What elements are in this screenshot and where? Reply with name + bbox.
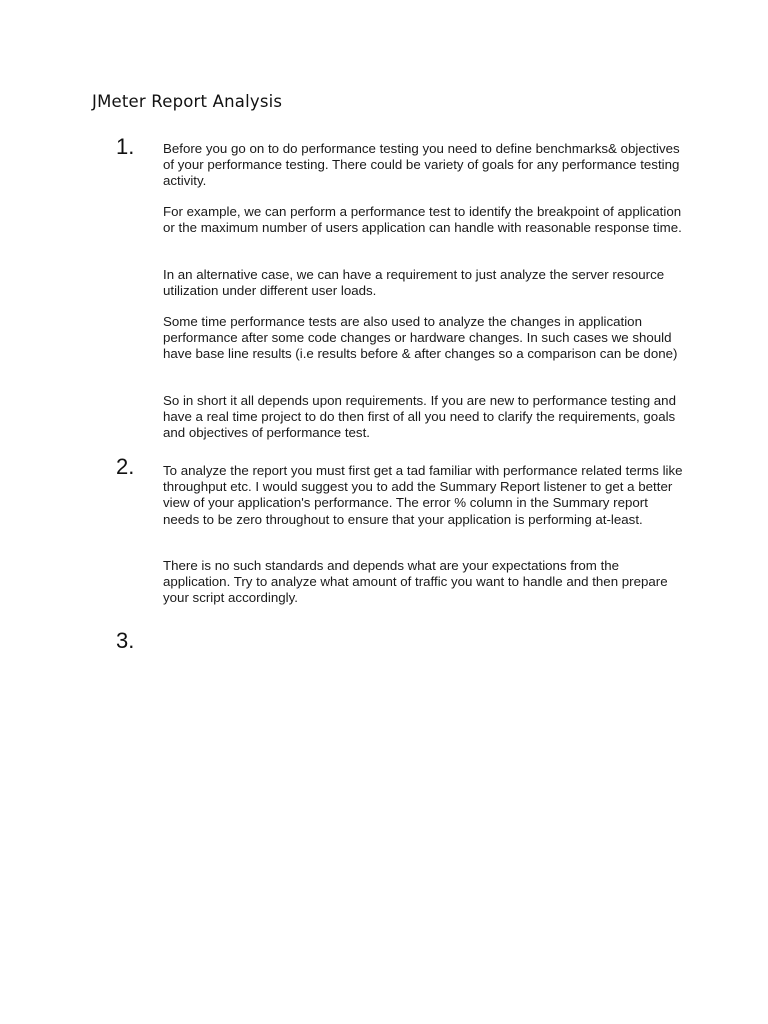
item-2-paragraph-1: To analyze the report you must first get a tad familiar with performance related terms like throughput etc. I would suggest you to add the Summary Report listener to get a better view of your application's performance. The error % column in the Summary report needs to be zero throughout to ensure that your application is performing at-least. [163,463,683,527]
item-1-paragraph-1: Before you go on to do performance testing you need to define benchmarks& objectives of your performance testing. There could be variety of goals for any performance testing activity. [163,141,680,189]
document-title: JMeter Report Analysis [92,92,283,111]
list-item-number-2: 2. [116,454,135,479]
item-1-paragraph-4: Some time performance tests are also used to analyze the changes in application performance after some code changes or hardware changes. In such cases we should have base line results (i.e results before & after changes so a comparison can be done) [163,314,678,362]
item-2-paragraph-2: There is no such standards and depends what are your expectations from the application. Try to analyze what amount of traffic you want to handle and then prepare your script accordingly. [163,558,668,606]
item-1-paragraph-5: So in short it all depends upon requirements. If you are new to performance testing and have a real time project to do then first of all you need to clarify the requirements, goals and objectives of performance test. [163,393,676,441]
item-1-paragraph-2: For example, we can perform a performance test to identify the breakpoint of application or the maximum number of users application can handle with reasonable response time. [163,204,682,236]
item-1-paragraph-3: In an alternative case, we can have a requirement to just analyze the server resource utilization under different user loads. [163,267,665,299]
list-item-number-3: 3. [116,628,135,653]
list-item-number-1: 1. [116,134,135,159]
